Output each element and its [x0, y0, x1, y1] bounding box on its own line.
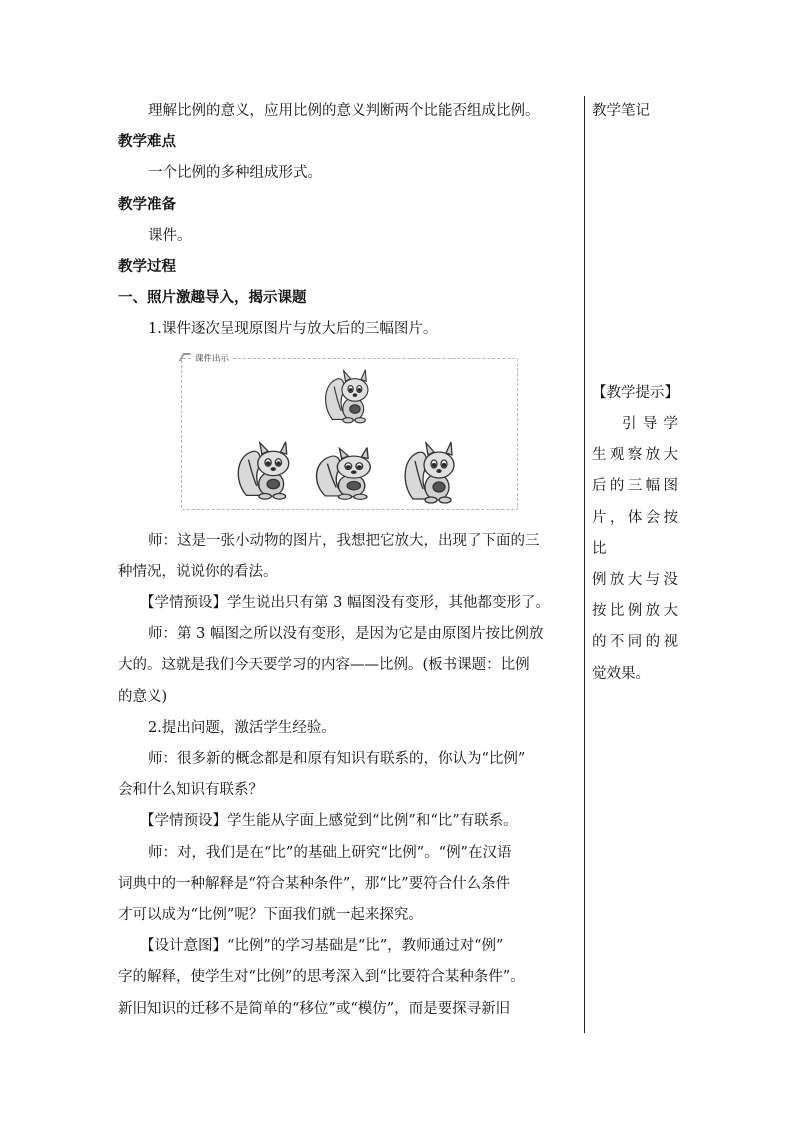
main-column: [118, 96, 580, 1025]
para-line: 新旧知识的迁移不是简单的“移位”或“模仿”，而是要探寻新旧: [118, 1000, 511, 1017]
paragraph-6: [118, 806, 580, 837]
heading-section-1: 一、照片激趣导入，揭示课题: [118, 290, 307, 307]
notes-title: 教学笔记: [592, 103, 650, 119]
tip-line: 后的三幅图: [592, 478, 678, 495]
preparation-text: 课件。: [148, 227, 192, 244]
difficulty-text: 一个比例的多种组成形式。: [148, 165, 322, 182]
teaching-tip-body: [592, 409, 678, 690]
tip-line: 按比例放大: [592, 603, 678, 620]
para-line: 【学情预设】学生说出只有第 3 幅图没有变形，其他都变形了。: [140, 595, 550, 612]
para-line: 才可以成为“比例”呢？下面我们就一起来探究。: [118, 907, 423, 924]
paragraph-8: [118, 931, 580, 1025]
paragraph-3: [118, 619, 580, 713]
tip-line: 的不同的视: [592, 634, 678, 651]
figure-label: 课件出示: [192, 352, 232, 364]
tip-line: 觉效果。: [592, 665, 650, 682]
paragraph-7: [118, 838, 580, 932]
paragraph-5: [118, 744, 580, 806]
para-line: 【设计意图】“比例”的学习基础是“比”，教师通过对“例”: [140, 938, 504, 955]
para-line: 种情况，说说你的看法。: [118, 563, 278, 580]
para-line: 2.提出问题，激活学生经验。: [148, 719, 336, 736]
paragraph-4: [118, 713, 580, 744]
para-line: 师：很多新的概念都是和原有知识有联系的，你认为“比例”: [148, 751, 526, 768]
para-line: 词典中的一种解释是“符合某种条件”，那“比”要符合什么条件: [118, 875, 511, 892]
tip-line: 引导学: [622, 416, 678, 432]
squirrel-icon: [234, 439, 296, 501]
tip-line: 例放大与没: [592, 572, 678, 589]
paragraph-1: [118, 526, 580, 588]
para-line: 师：对，我们是在“比”的基础上研究“比例”。“例”在汉语: [148, 844, 512, 861]
squirrel-icon: [400, 439, 462, 505]
para-line: 师：第 3 幅图之所以没有变形，是因为它是由原图片按比例放: [148, 626, 544, 643]
paragraph-2: [118, 588, 580, 619]
objective-line: 理解比例的意义，应用比例的意义判断两个比能否组成比例。: [148, 103, 540, 119]
para-line: 【学情预设】学生能从字面上感觉到“比例”和“比”有联系。: [140, 813, 518, 830]
tip-line: 片，体会按比: [592, 509, 678, 557]
squirrel-icon: [322, 367, 374, 425]
step-1-text: 1.课件逐次呈现原图片与放大后的三幅图片。: [148, 321, 438, 338]
squirrel-icon: [312, 445, 378, 501]
teaching-tip-title: 【教学提示】: [592, 385, 679, 401]
courseware-figure: [181, 354, 518, 510]
column-divider: [584, 96, 585, 1033]
para-line: 师：这是一张小动物的图片，我想把它放大，出现了下面的三: [148, 532, 540, 549]
para-line: 的意义): [118, 688, 168, 705]
tip-line: 生观察放大: [592, 447, 678, 464]
heading-preparation: 教学准备: [118, 196, 176, 213]
para-line: 大的。这就是我们今天要学习的内容——比例。(板书课题：比例: [118, 657, 530, 674]
para-line: 会和什么知识有联系？: [118, 782, 263, 799]
para-line: 字的解释，使学生对“比例”的思考深入到“比要符合某种条件”。: [118, 969, 525, 986]
heading-process: 教学过程: [118, 259, 176, 276]
heading-difficulty: 教学难点: [118, 134, 176, 151]
